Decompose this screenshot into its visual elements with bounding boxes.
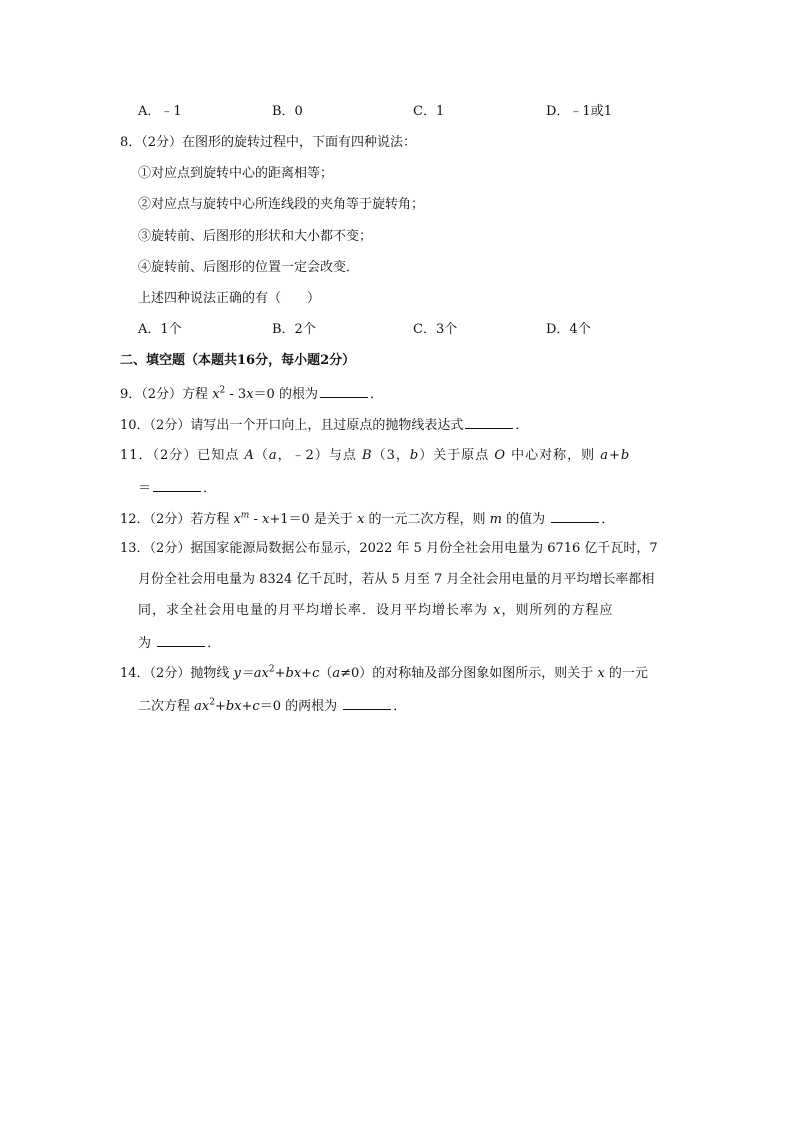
q14-exponent-2: 2 (209, 697, 215, 708)
q8-statement-3: ③旋转前、后图形的形状和大小都不变； (138, 229, 373, 244)
q10-end: ． (515, 418, 529, 433)
question-11 (120, 447, 630, 465)
answer-blank[interactable] (153, 478, 201, 492)
q13-end: ． (207, 636, 221, 651)
q14-line2a: 二次方程 (138, 699, 195, 714)
q8-option-c: C．3个 (413, 322, 458, 337)
q13-line3b: ，则所列的方程应 (501, 603, 614, 618)
q8-statement-1: ①对应点到旋转中心的距离相等； (138, 166, 334, 181)
q7-option-a: A．﹣1 (138, 104, 182, 119)
q12-p3: +1＝0 是关于 (269, 512, 358, 527)
q12-var-x3: x (357, 512, 365, 527)
q11-expr: a+b (600, 448, 631, 463)
q12-var-x: x (233, 512, 241, 527)
q8-statement-2: ②对应点与旋转中心所连线段的夹角等于旋转角； (138, 197, 425, 212)
q12-p1: 12．（2分）若方程 (120, 512, 234, 527)
q14-p1: 14．（2分）抛物线 (120, 666, 234, 681)
q11-point-b: B (362, 448, 373, 463)
q10-text: 10．（2分）请写出一个开口向上，且过原点的抛物线表达式 (120, 418, 464, 433)
q11-p6: 中心对称，则 (506, 448, 601, 463)
q14-p4: 的一元 (604, 666, 648, 681)
q11-p2: （ (254, 448, 269, 463)
q8-ask: 上述四种说法正确的有（ ） (138, 291, 321, 306)
q7-option-b: B．0 (272, 104, 303, 119)
q11-p5: ）关于原点 (419, 448, 495, 463)
question-10 (120, 415, 528, 435)
q13-var-x: x (493, 603, 502, 618)
q11-point-a: A (244, 448, 255, 463)
q9-mid: - 3 (225, 387, 247, 402)
q12-exp-m: m (240, 510, 250, 521)
answer-blank[interactable] (157, 633, 205, 647)
q14-eq2: +bx+c (274, 666, 320, 681)
q14-eq3: ax (194, 699, 210, 714)
q11-equals: ＝ (138, 481, 152, 496)
question-12 (120, 509, 614, 529)
q12-var-m: m (489, 512, 502, 527)
question-13-line4 (138, 633, 220, 653)
q13-line3a: 同，求全社会用电量的月平均增长率．设月平均增长率为 (138, 603, 494, 618)
q14-p3: ≠0）的对称轴及部分图象如图所示，则关于 (340, 666, 598, 681)
q11-point-o: O (494, 448, 507, 463)
question-14-line1 (120, 665, 648, 683)
q9-var-x: x (212, 387, 220, 402)
q8-option-a: A．1个 (138, 322, 182, 337)
answer-blank[interactable] (320, 384, 368, 398)
q8-option-d: D．4个 (546, 322, 591, 337)
question-13-line2: 月份全社会用电量为 8324 亿千瓦时，若从 5 月至 7 月全社会用电量的月平均增长率都相 (138, 572, 655, 587)
q14-line2b: ＝0 的两根为 (259, 699, 342, 714)
q11-p3: ，﹣2）与点 (277, 448, 363, 463)
question-13-line3 (138, 602, 614, 620)
question-13-line1: 13．（2分）据国家能源局数据公布显示，2022 年 5 月份全社会用电量为 6716 亿千瓦时，7 (120, 541, 658, 556)
q12-end: ． (601, 512, 615, 527)
q11-end: ． (203, 481, 217, 496)
q13-line4: 为 (138, 636, 156, 651)
q8-option-b: B．2个 (272, 322, 316, 337)
q9-prefix: 9．（2分）方程 (120, 387, 213, 402)
q9-suffix: ＝0 的根为 (253, 387, 318, 402)
answer-blank[interactable] (551, 509, 599, 523)
q12-p4: 的一元二次方程，则 (364, 512, 490, 527)
q9-end: ． (369, 387, 383, 402)
q14-eq: y＝ax (233, 666, 269, 681)
q14-eq4: +bx+c (214, 699, 260, 714)
q14-end: ． (393, 699, 407, 714)
q14-var-a: a (332, 666, 341, 681)
q11-p1: 11．（2分）已知点 (120, 448, 245, 463)
q11-var-a: a (268, 448, 278, 463)
answer-blank[interactable] (343, 696, 391, 710)
q11-p4: （3， (372, 448, 410, 463)
q7-option-d: D．﹣1或1 (546, 104, 612, 119)
section-2-title: 二、填空题（本题共16分，每小题2分） (120, 353, 356, 368)
q14-var-x: x (597, 666, 605, 681)
question-11-line2 (138, 478, 216, 498)
q12-p5: 的值为 (502, 512, 550, 527)
q8-statement-4: ④旋转前、后图形的位置一定会改变． (138, 260, 360, 275)
q14-p2: （ (319, 666, 333, 681)
question-9 (120, 384, 383, 404)
q9-var-x2: x (246, 387, 254, 402)
q9-exponent: 2 (219, 385, 226, 396)
q11-var-b: b (409, 448, 420, 463)
q7-option-c: C．1 (413, 104, 445, 119)
question-14-line2 (138, 696, 406, 716)
q12-var-x2: x (262, 512, 270, 527)
answer-blank[interactable] (465, 415, 513, 429)
q14-exponent: 2 (268, 664, 275, 675)
q8-stem: 8．（2分）在图形的旋转过程中，下面有四种说法： (120, 135, 417, 150)
q12-p2: - (249, 512, 263, 527)
